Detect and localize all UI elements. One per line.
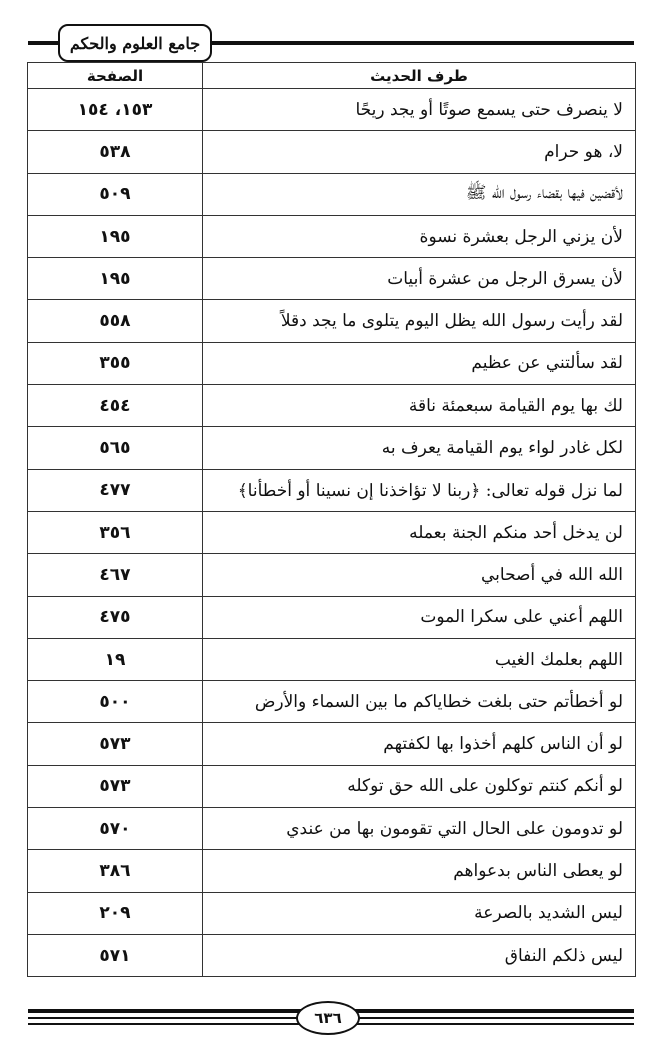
table-row xyxy=(28,300,636,342)
table-row xyxy=(28,385,636,427)
page-reference: ٥٣٨ xyxy=(28,131,203,173)
page-reference: ٤٧٥ xyxy=(28,596,203,638)
table-row xyxy=(28,850,636,892)
hadith-text: لو تدومون على الحال التي تقومون بها من عندي xyxy=(203,808,636,850)
hadith-text: لو أخطأتم حتى بلغت خطاياكم ما بين السماء والأرض xyxy=(203,681,636,723)
page-reference: ٥٧٠ xyxy=(28,808,203,850)
column-header-page: الصفحة xyxy=(28,63,203,89)
hadith-text: لكل غادر لواء يوم القيامة يعرف به xyxy=(203,427,636,469)
hadith-text: لك بها يوم القيامة سبعمئة ناقة xyxy=(203,385,636,427)
table-row xyxy=(28,215,636,257)
page-reference: ٥٠٠ xyxy=(28,681,203,723)
page-reference: ٥٦٥ xyxy=(28,427,203,469)
table-header-row xyxy=(28,63,636,89)
table-row xyxy=(28,765,636,807)
table-row xyxy=(28,342,636,384)
hadith-text: لو أن الناس كلهم أخذوا بها لكفتهم xyxy=(203,723,636,765)
hadith-text: ليس الشديد بالصرعة xyxy=(203,892,636,934)
hadith-text: ليس ذلكم النفاق xyxy=(203,934,636,976)
table-row xyxy=(28,934,636,976)
hadith-text: لقد سألتني عن عظيم xyxy=(203,342,636,384)
page-reference: ١٥٣، ١٥٤ xyxy=(28,89,203,131)
page-reference: ١٩٥ xyxy=(28,258,203,300)
page-reference: ٣٥٥ xyxy=(28,342,203,384)
hadith-text: لما نزل قوله تعالى: ﴿ربنا لا تؤاخذنا إن نسينا أو أخطأنا﴾ xyxy=(203,469,636,511)
hadith-text: لو يعطى الناس بدعواهم xyxy=(203,850,636,892)
hadith-text: اللهم بعلمك الغيب xyxy=(203,638,636,680)
hadith-text: لأن يزني الرجل بعشرة نسوة xyxy=(203,215,636,257)
hadith-text: لقد رأيت رسول الله يظل اليوم يتلوى ما يجد دقلاً xyxy=(203,300,636,342)
hadith-text: لو أنكم كنتم توكلون على الله حق توكله xyxy=(203,765,636,807)
page-reference: ٥٧٣ xyxy=(28,723,203,765)
table-row xyxy=(28,427,636,469)
table-row xyxy=(28,596,636,638)
page-reference: ٤٧٧ xyxy=(28,469,203,511)
page-reference: ١٩٥ xyxy=(28,215,203,257)
page-reference: ٥٧١ xyxy=(28,934,203,976)
hadith-text: الله الله في أصحابي xyxy=(203,554,636,596)
page-footer xyxy=(0,995,646,1045)
page-reference: ٣٥٦ xyxy=(28,511,203,553)
hadith-text: لأقضين فيها بقضاء رسول الله ﷺ xyxy=(203,173,636,215)
table-row xyxy=(28,173,636,215)
header-rule-left xyxy=(28,41,58,45)
hadith-text: لأن يسرق الرجل من عشرة أبيات xyxy=(203,258,636,300)
page-reference: ٤٥٤ xyxy=(28,385,203,427)
page-number: ٦٣٦ xyxy=(296,1001,360,1035)
hadith-text: لن يدخل أحد منكم الجنة بعمله xyxy=(203,511,636,553)
header-rule-right xyxy=(210,41,634,45)
table-row xyxy=(28,469,636,511)
table-row xyxy=(28,681,636,723)
table-row xyxy=(28,131,636,173)
table-row xyxy=(28,723,636,765)
page-reference: ٥٥٨ xyxy=(28,300,203,342)
table-row xyxy=(28,808,636,850)
book-title: جامع العلوم والحكم xyxy=(58,24,212,62)
page-reference: ٢٠٩ xyxy=(28,892,203,934)
page-reference: ٥٧٣ xyxy=(28,765,203,807)
table-row xyxy=(28,892,636,934)
table-row xyxy=(28,638,636,680)
page-reference: ٤٦٧ xyxy=(28,554,203,596)
page-reference: ١٩ xyxy=(28,638,203,680)
page-reference: ٥٠٩ xyxy=(28,173,203,215)
hadith-index-table xyxy=(27,62,636,977)
table-row xyxy=(28,554,636,596)
table-row xyxy=(28,89,636,131)
table-body xyxy=(28,89,636,977)
hadith-text: لا ينصرف حتى يسمع صوتًا أو يجد ريحًا xyxy=(203,89,636,131)
page-header xyxy=(0,0,646,70)
table-row xyxy=(28,511,636,553)
hadith-text: لا، هو حرام xyxy=(203,131,636,173)
hadith-text: اللهم أعني على سكرا الموت xyxy=(203,596,636,638)
page-reference: ٣٨٦ xyxy=(28,850,203,892)
table-row xyxy=(28,258,636,300)
column-header-hadith: طرف الحديث xyxy=(203,63,636,89)
